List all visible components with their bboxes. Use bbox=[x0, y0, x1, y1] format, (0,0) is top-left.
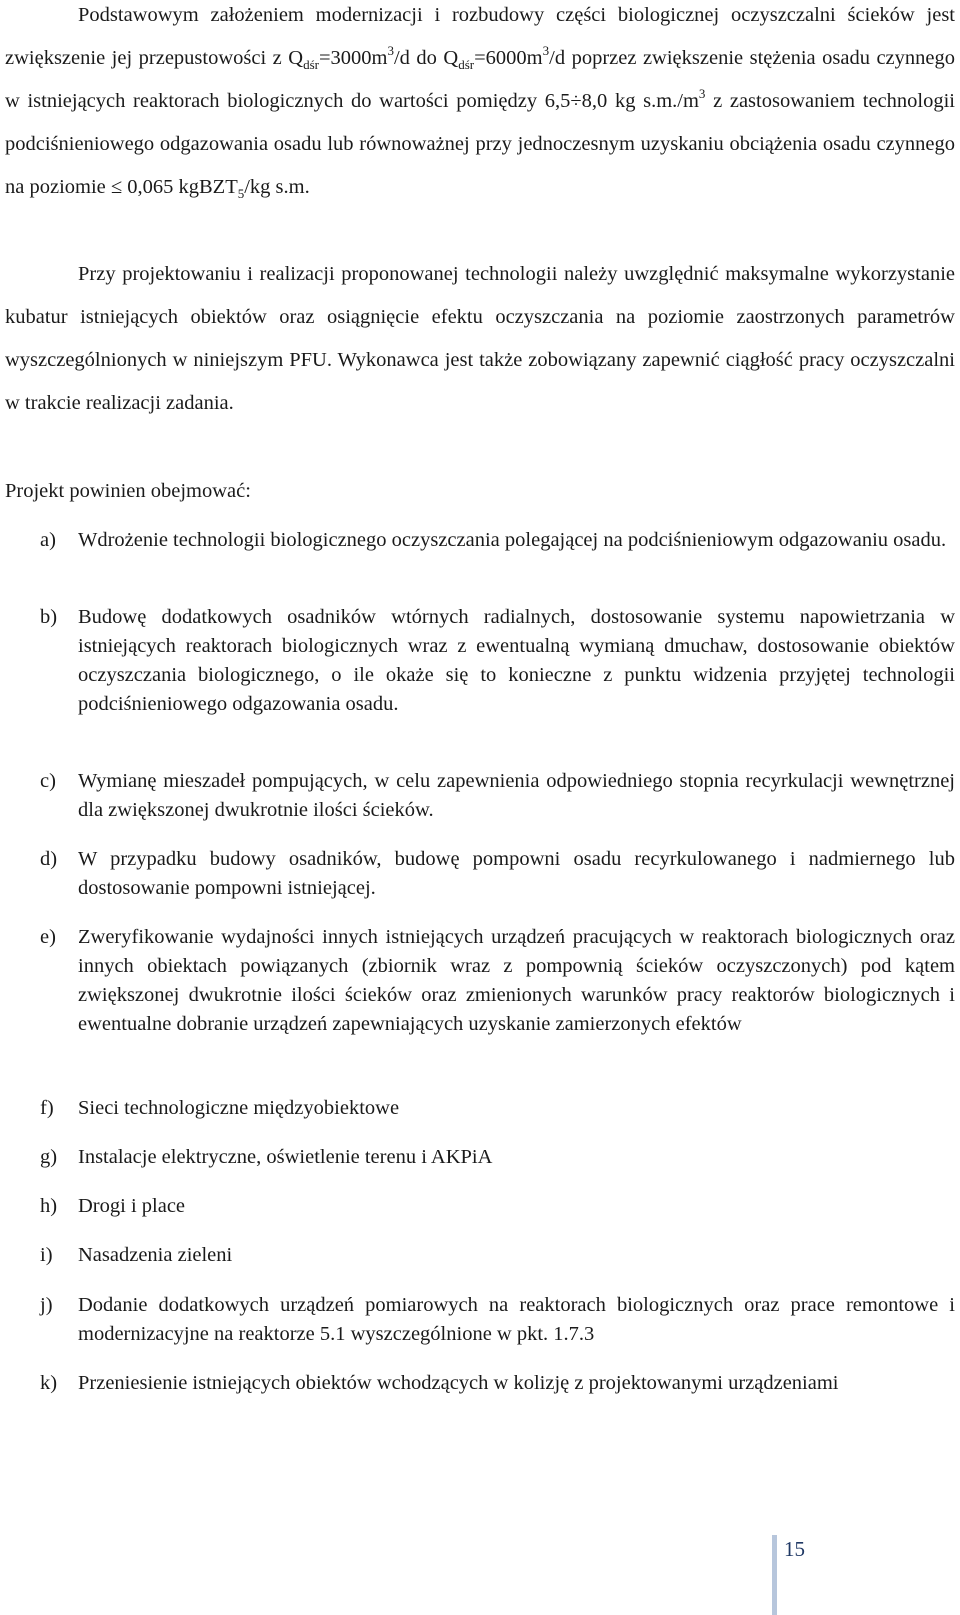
list-marker: c) bbox=[40, 770, 56, 792]
page-number: 15 bbox=[784, 1537, 805, 1561]
list-item bbox=[40, 1143, 955, 1172]
list-item bbox=[40, 1369, 955, 1398]
intro-text-2: =3000m bbox=[318, 47, 388, 69]
list-item bbox=[40, 1291, 955, 1349]
list-item bbox=[40, 845, 955, 903]
list-marker: f) bbox=[40, 1097, 54, 1119]
design-paragraph: Przy projektowaniu i realizacji proponowanej technologii należy uwzględnić maksymalne wykorzystanie kubatur istniejących obiektów oraz osiągnięcie efektu oczyszczania na poziomie zaostrzonych parametrów wyszczególnionych w niniejszym PFU. Wykonawca jest także zobowiązany zapewnić ciągłość pracy oczyszczalni w trakcie realizacji zadania. bbox=[5, 263, 955, 414]
intro-text-1: Podstawowym założeniem modernizacji i rozbudowy części biologicznej oczyszczalni ścieków jest zwiększenie jej przepustowości z Q bbox=[5, 4, 955, 69]
list-item bbox=[40, 1192, 955, 1221]
list-item-text: Dodanie dodatkowych urządzeń pomiarowych na reaktorach biologicznych oraz prace remontowe i modernizacyjne na reaktorze 5.1 wyszczególnione w pkt. 1.7.3 bbox=[78, 1294, 955, 1345]
intro-text-6: z zastosowaniem technologii podciśnieniowego odgazowania osadu lub równoważnej przy jednoczesnym uzyskaniu obciążenia osadu czynnego na poziomie ≤ 0,065 kgBZT bbox=[5, 90, 955, 198]
list-item bbox=[40, 923, 955, 1039]
list-item-text: Sieci technologiczne międzyobiektowe bbox=[78, 1097, 400, 1119]
list-marker: b) bbox=[40, 606, 58, 628]
list-marker: j) bbox=[40, 1294, 53, 1316]
list-marker: a) bbox=[40, 529, 56, 551]
list-item-text: Wdrożenie technologii biologicznego oczyszczania polegającej na podciśnieniowym odgazowaniu osadu. bbox=[78, 529, 947, 551]
list-marker: d) bbox=[40, 848, 58, 870]
list-item bbox=[40, 603, 955, 719]
list-marker: h) bbox=[40, 1195, 58, 1217]
cubic-superscript-1: 3 bbox=[387, 43, 394, 58]
intro-text-3: /d do Q bbox=[393, 47, 459, 69]
flow-subscript-2: dśr bbox=[458, 57, 475, 72]
intro-text-5: /d poprzez zwiększenie stężenia osadu czynnego w istniejących reaktorach biologicznych do wartości pomiędzy 6,5÷8,0 kg s.m./m bbox=[5, 47, 956, 112]
list-item-text: Wymianę mieszadeł pompujących, w celu zapewnienia odpowiedniego stopnia recyrkulacji wewnętrznej dla zwiększonej dwukrotnie ilości ścieków. bbox=[78, 770, 955, 821]
intro-text-4: =6000m bbox=[474, 47, 543, 69]
intro-paragraph bbox=[5, 0, 955, 209]
list-item bbox=[40, 526, 955, 555]
bzt-subscript: 5 bbox=[237, 186, 245, 201]
list-item-text: Przeniesienie istniejących obiektów wchodzących w kolizję z projektowanymi urządzeniami bbox=[78, 1372, 839, 1394]
flow-subscript-1: dśr bbox=[303, 57, 319, 72]
list-item-text: W przypadku budowy osadników, budowę pompowni osadu recyrkulowanego i nadmiernego lub dostosowanie pompowni istniejącej. bbox=[78, 848, 955, 899]
list-marker: k) bbox=[40, 1372, 58, 1394]
list-item-text: Budowę dodatkowych osadników wtórnych radialnych, dostosowanie systemu napowietrzania w istniejących reaktorach biologicznych wraz z ewentualną wymianą dmuchaw, dostosowanie obiektów oczyszczania biologicznego, o ile okaże się to konieczne z punktu widzenia przyjętej technologii podciśnieniowego odgazowania osadu. bbox=[78, 606, 955, 715]
list-item bbox=[40, 1094, 955, 1123]
list-item-text: Instalacje elektryczne, oświetlenie terenu i AKPiA bbox=[78, 1146, 493, 1168]
list-item bbox=[40, 1241, 955, 1270]
cubic-superscript-2: 3 bbox=[542, 43, 550, 58]
cubic-superscript-3: 3 bbox=[698, 86, 706, 101]
intro-text-7: /kg s.m. bbox=[244, 176, 310, 198]
list-marker: e) bbox=[40, 926, 56, 948]
project-scope-heading: Projekt powinien obejmować: bbox=[5, 480, 251, 502]
list-item-text: Zweryfikowanie wydajności innych istniejących urządzeń pracujących w reaktorach biologicznych oraz innych obiektach powiązanych (zbiornik wraz z pompownią ścieków oczyszczonych) pod kątem zwiększonej dwukrotnie ilości ścieków oraz zmienionych warunków pracy reaktorów biologicznych i ewentualne dobranie urządzeń zapewniających uzyskanie zamierzonych efektów bbox=[78, 926, 955, 1035]
list-marker: g) bbox=[40, 1146, 58, 1168]
list-item-text: Nasadzenia zieleni bbox=[78, 1244, 233, 1266]
list-marker: i) bbox=[40, 1244, 53, 1266]
list-item bbox=[40, 767, 955, 825]
list-item-text: Drogi i place bbox=[78, 1195, 186, 1217]
